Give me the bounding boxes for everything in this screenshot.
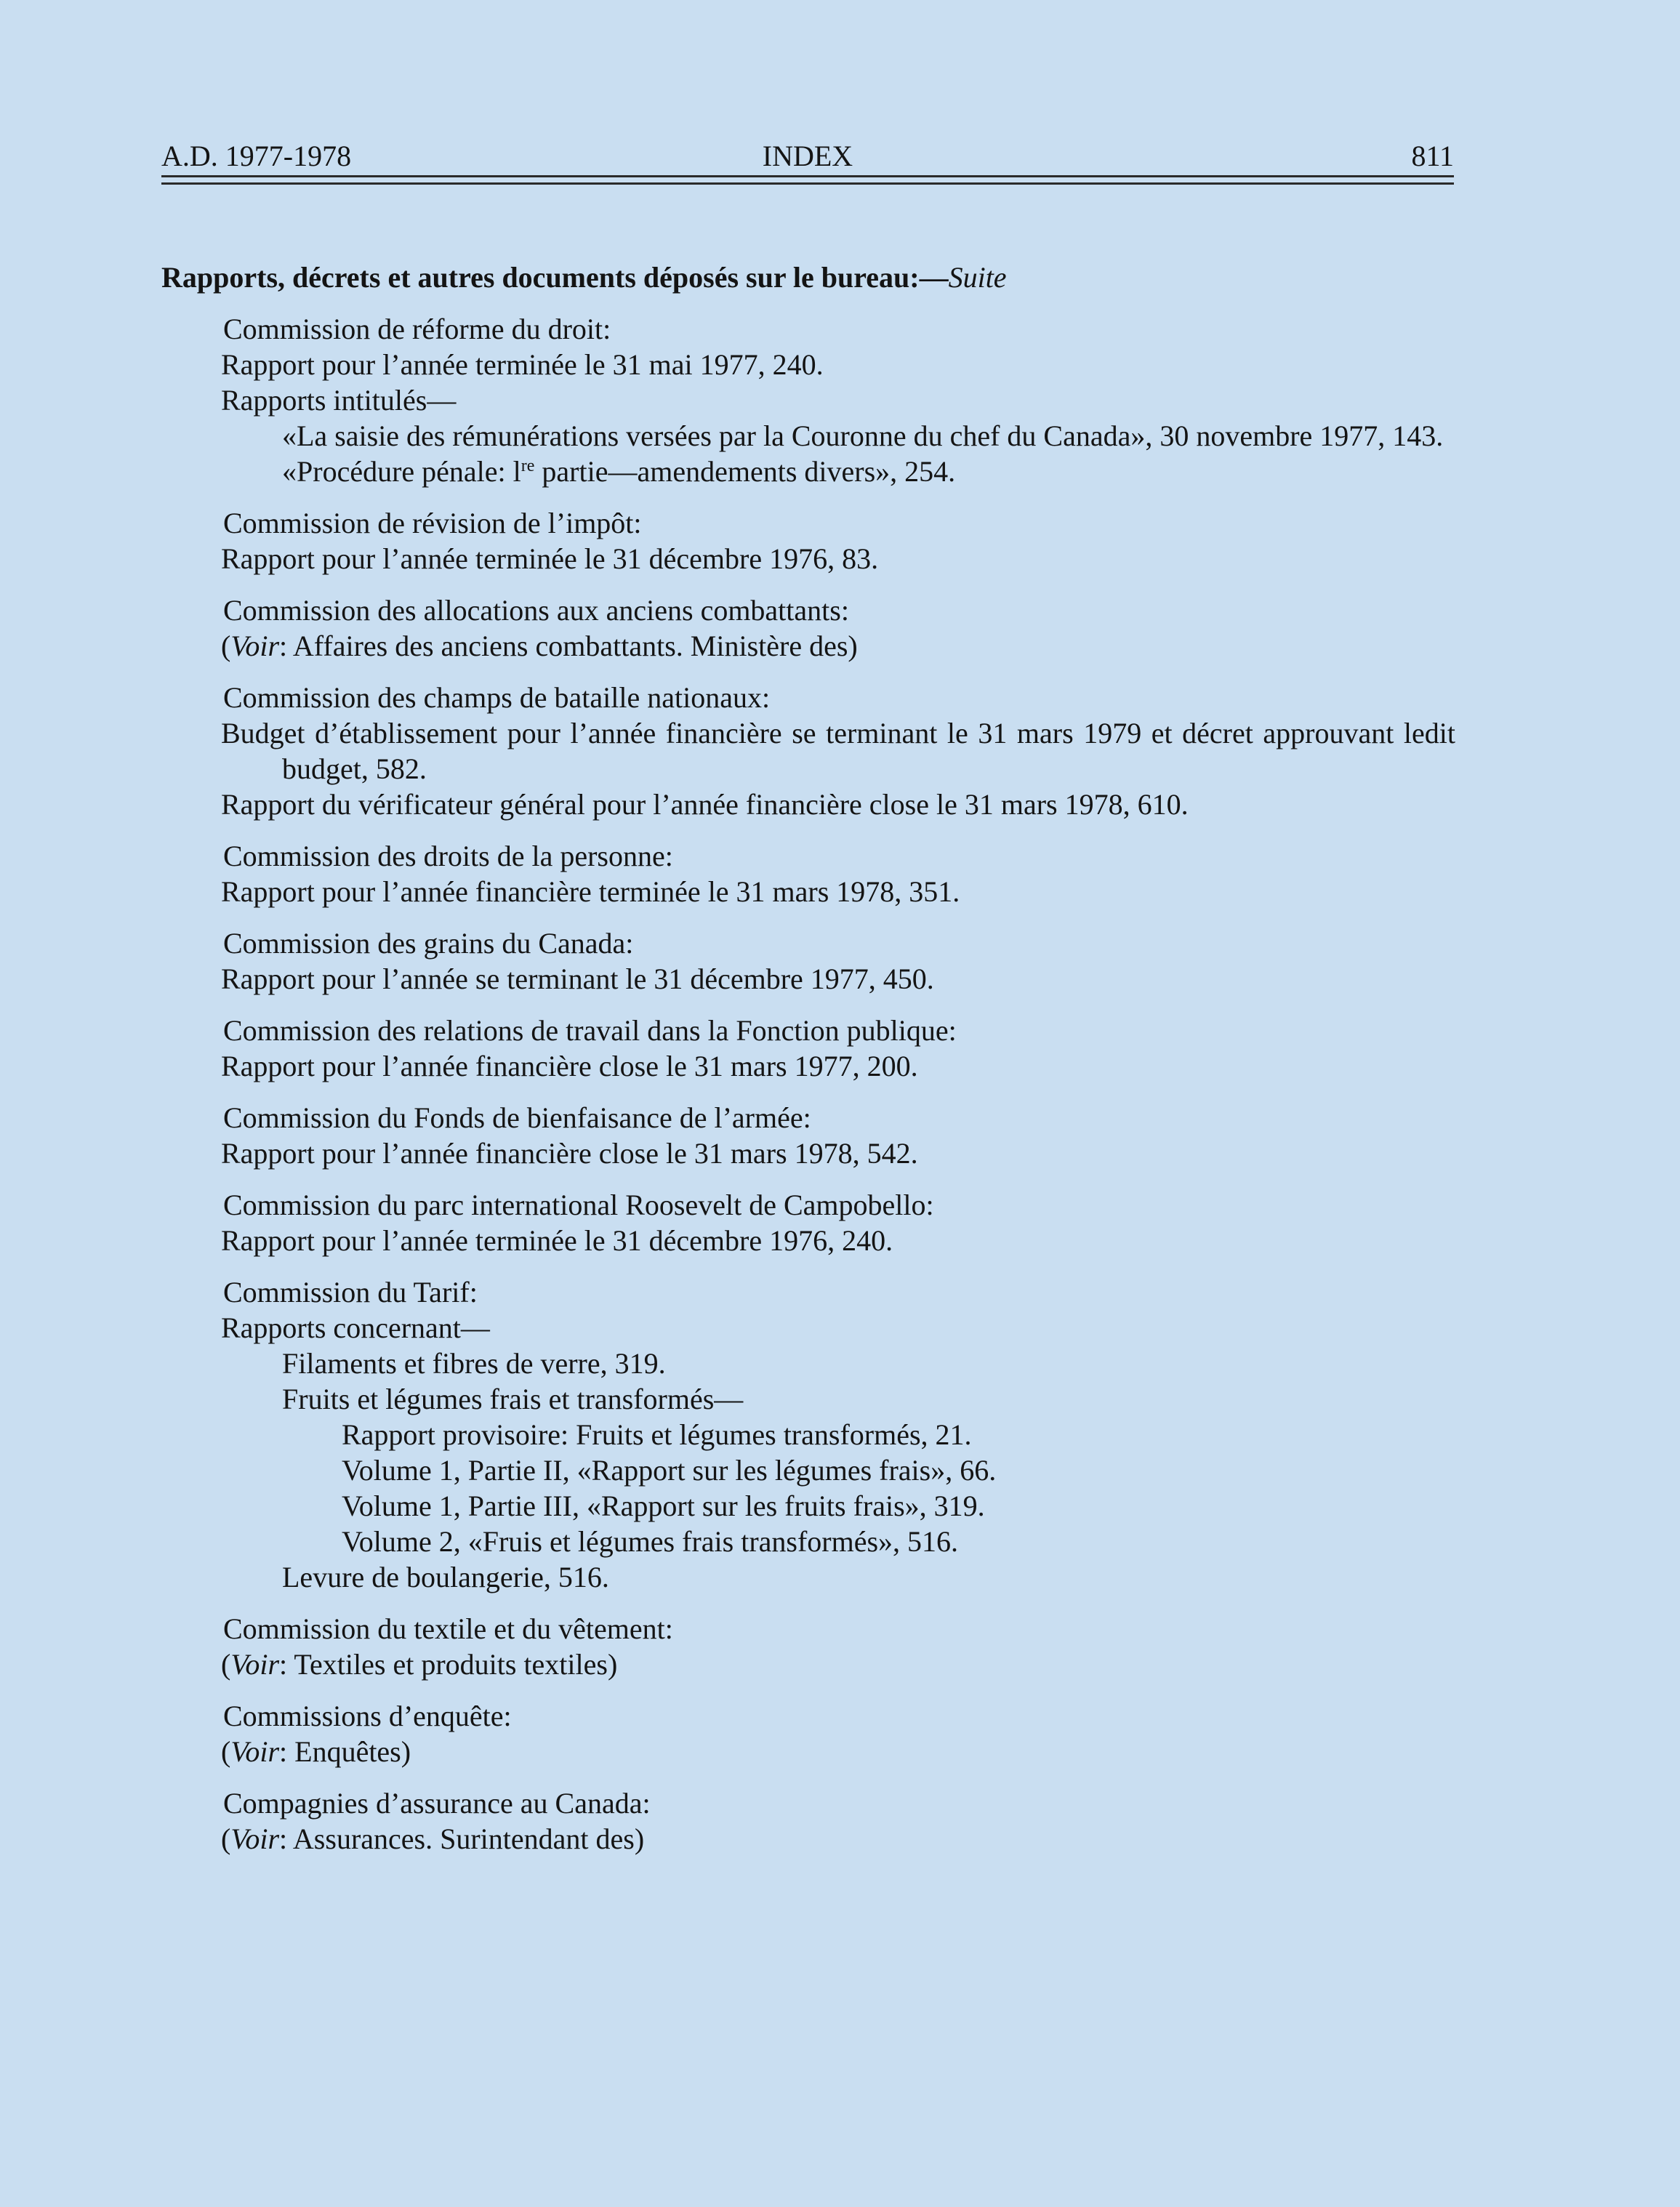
entry-line: Rapport pour l’année financière terminée le 31 mars 1978, 351.: [221, 875, 960, 908]
page-number: 811: [1411, 140, 1454, 172]
entry-title: Commission de réforme du droit:: [223, 313, 611, 345]
entry-title: Commission du Tarif:: [223, 1276, 478, 1308]
index-entry: [161, 1611, 1455, 1682]
section-suite: Suite: [948, 261, 1007, 294]
entry-line: Rapports concernant—: [221, 1311, 490, 1344]
entry-subline: «La saisie des rémunérations versées par la Couronne du chef du Canada», 30 novembre 1977, 143.: [282, 419, 1444, 452]
see-word: Voir: [230, 630, 280, 662]
entry-line: Rapport pour l’année se terminant le 31 décembre 1977, 450.: [221, 962, 934, 995]
entry-line: Rapport pour l’année financière close le 31 mars 1977, 200.: [221, 1050, 918, 1082]
entry-subsubline: Volume 1, Partie II, «Rapport sur les légumes frais», 66.: [342, 1454, 997, 1487]
entry-line: Rapport du vérificateur général pour l’année financière close le 31 mars 1978, 610.: [221, 788, 1189, 821]
index-entry: [161, 1785, 1455, 1857]
index-entry: [161, 1187, 1455, 1258]
entry-line: Rapport pour l’année terminée le 31 décembre 1976, 240.: [221, 1224, 893, 1257]
see-reference: [161, 628, 1455, 664]
see-target: : Affaires des anciens combattants. Ministère des): [279, 630, 858, 662]
entry-line: Rapport pour l’année terminée le 31 décembre 1976, 83.: [221, 542, 879, 575]
entry-line: Rapport pour l’année terminée le 31 mai 1977, 240.: [221, 348, 824, 381]
see-open: (: [221, 630, 231, 662]
see-open: (: [221, 1735, 231, 1768]
procedure-text: «Procédure pénale: l: [282, 455, 521, 488]
entry-subline: Levure de boulangerie, 516.: [282, 1561, 609, 1593]
index-entry: [161, 838, 1455, 909]
entry-line: Rapport pour l’année financière close le 31 mars 1978, 542.: [221, 1137, 918, 1170]
see-word: Voir: [230, 1648, 280, 1681]
entry-title: Commission du textile et du vêtement:: [223, 1612, 673, 1645]
section-title: Rapports, décrets et autres documents déposés sur le bureau:—: [161, 261, 949, 294]
see-open: (: [221, 1648, 231, 1681]
procedure-text-end: partie—amendements divers», 254.: [534, 455, 956, 488]
entry-title: Commission du parc international Roosevelt de Campobello:: [223, 1189, 934, 1221]
see-reference: [161, 1734, 1455, 1769]
entry-subline: [161, 454, 1455, 489]
entry-title: Commission des relations de travail dans la Fonction publique:: [223, 1014, 957, 1047]
see-target: : Assurances. Surintendant des): [279, 1822, 645, 1855]
see-open: (: [221, 1822, 231, 1855]
index-entry: [161, 1100, 1455, 1171]
see-reference: [161, 1821, 1455, 1857]
entry-title: Commissions d’enquête:: [223, 1700, 512, 1732]
entry-subsubline: Volume 1, Partie III, «Rapport sur les fruits frais», 319.: [342, 1490, 985, 1522]
entry-title: Commission des grains du Canada:: [223, 927, 634, 960]
entry-title: Compagnies d’assurance au Canada:: [223, 1787, 651, 1820]
header-rule-top: [161, 175, 1454, 177]
entry-subline: Filaments et fibres de verre, 319.: [282, 1347, 666, 1380]
entry-title: Commission des allocations aux anciens combattants:: [223, 594, 849, 627]
index-entry: [161, 1013, 1455, 1084]
header-years: A.D. 1977-1978: [161, 140, 352, 172]
entry-subline: Fruits et légumes frais et transformés—: [282, 1383, 744, 1415]
entry-line: Rapports intitulés—: [221, 384, 457, 417]
entry-title: Commission des champs de bataille nationaux:: [223, 681, 771, 714]
index-entry: [161, 311, 1455, 489]
header-title: INDEX: [762, 140, 853, 172]
header-rule-bottom: [161, 182, 1454, 185]
entry-title: Commission des droits de la personne:: [223, 840, 673, 872]
index-entry: [161, 1274, 1455, 1595]
entry-subsubline: Volume 2, «Fruis et légumes frais transformés», 516.: [342, 1525, 959, 1558]
entry-title: Commission du Fonds de bienfaisance de l’armée:: [223, 1101, 811, 1134]
entry-title: Commission de révision de l’impôt:: [223, 507, 642, 539]
see-reference: [161, 1647, 1455, 1682]
see-target: : Enquêtes): [279, 1735, 411, 1768]
entry-subsubline: Rapport provisoire: Fruits et légumes transformés, 21.: [342, 1418, 972, 1451]
index-entry: [161, 592, 1455, 664]
see-word: Voir: [230, 1735, 280, 1768]
index-entry: [161, 1698, 1455, 1769]
section-heading: [161, 260, 1455, 295]
procedure-sup: re: [521, 457, 535, 475]
index-entry: [161, 505, 1455, 576]
entry-line: Budget d’établissement pour l’année financière se terminant le 31 mars 1979 et décret approuvant ledit budget, 582.: [221, 717, 1455, 785]
see-word: Voir: [230, 1822, 280, 1855]
see-target: : Textiles et produits textiles): [279, 1648, 618, 1681]
index-entry: [161, 925, 1455, 997]
index-content: [161, 260, 1455, 1857]
index-entry: [161, 680, 1455, 822]
